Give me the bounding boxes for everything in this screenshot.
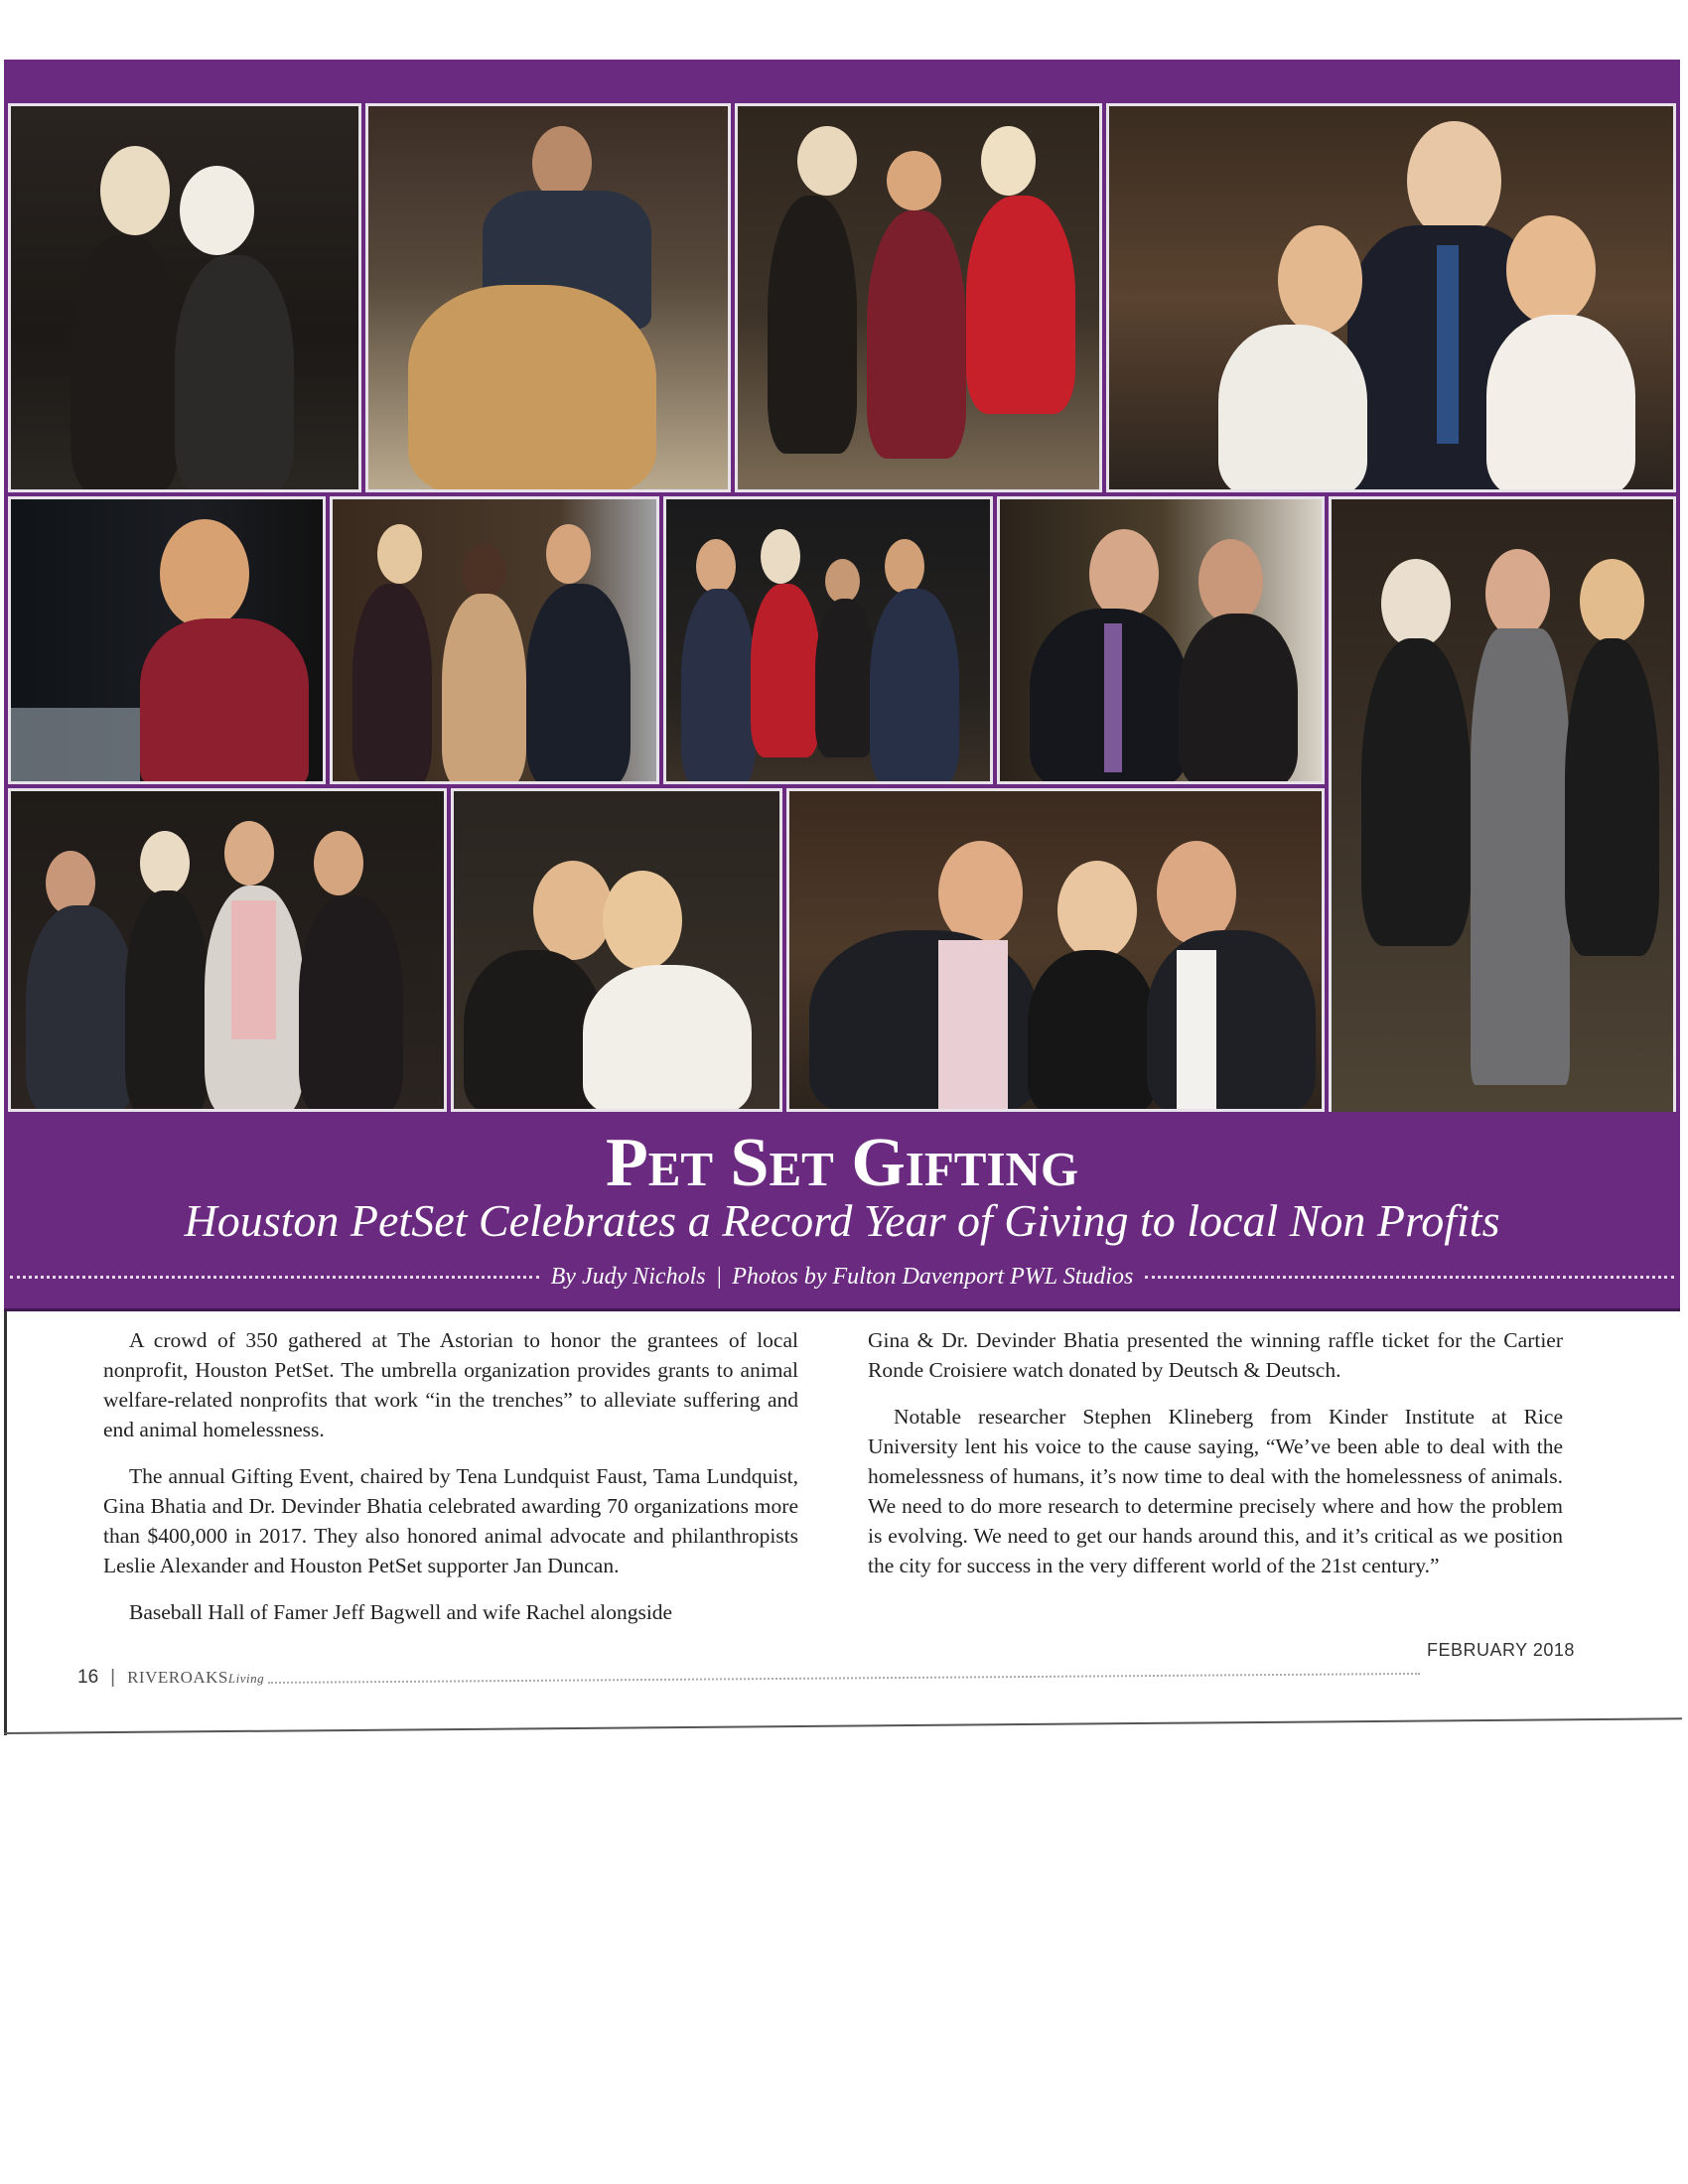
paragraph: A crowd of 350 gathered at The Astorian to honor the grantees of local nonprofit, Houston PetSet. The umbrella organization provides grants to animal welfare-related nonprofits that work “in the trenches” to alleviate suffering and end animal homelessness. <box>103 1328 798 1441</box>
photo-two-men-woman <box>786 788 1325 1112</box>
footer-folio <box>77 1667 264 1689</box>
article-subtitle: Houston PetSet Celebrates a Record Year of Giving to local Non Profits <box>184 1195 1500 1246</box>
photo-two-couples <box>663 496 993 784</box>
title-banner <box>4 1112 1680 1311</box>
article-title: Pet Set Gifting <box>605 1125 1079 1201</box>
article-column-2 <box>868 1325 1563 1597</box>
paragraph: Gina & Dr. Devinder Bhatia presented the winning raffle ticket for the Cartier Ronde Croisiere watch donated by Deutsch & Deutsch. <box>868 1328 1563 1382</box>
dotted-rule-right <box>1145 1276 1674 1279</box>
photo-grid <box>4 99 1680 1112</box>
byline <box>539 1264 1146 1291</box>
byline-photographer: Photos by Fulton Davenport PWL Studios <box>732 1263 1134 1290</box>
photo-four-people <box>8 788 447 1112</box>
byline-author: By Judy Nichols <box>550 1263 706 1290</box>
top-purple-band <box>4 60 1680 99</box>
article-column-1 <box>103 1325 798 1644</box>
photo-man-blue-tie-two-women <box>1106 103 1676 492</box>
brand-script: Living <box>227 1671 265 1686</box>
page-number: 16 <box>77 1667 99 1688</box>
photo-three-tall <box>1329 496 1676 1132</box>
photo-woman-speaker-podium <box>8 496 326 784</box>
photo-sheriff-golden-retriever <box>365 103 731 492</box>
photo-two-women-blonde-leather <box>8 103 361 492</box>
byline-separator: | <box>715 1263 723 1290</box>
photo-two-blonde-women <box>451 788 782 1112</box>
photo-three-women-red <box>735 103 1102 492</box>
photo-man-woman-scarf <box>997 496 1325 784</box>
brand-main: RIVEROAKS <box>127 1668 228 1687</box>
paragraph: Baseball Hall of Famer Jeff Bagwell and wife Rachel alongside <box>129 1600 673 1624</box>
dotted-rule-left <box>10 1276 539 1279</box>
issue-date: FEBRUARY 2018 <box>1427 1640 1575 1660</box>
folio-separator: | <box>110 1667 116 1688</box>
magazine-logo <box>127 1668 264 1688</box>
paragraph: Notable researcher Stephen Klineberg from Kinder Institute at Rice University lent his voice to the cause saying, “We’ve been able to deal with the homelessness of humans, it’s now time to deal with the homelessness of animals. We need to do more research to determine precisely where and how the problem is evolving. We need to get our hands around this, and it’s critical as we position the city for success in the very different world of the 21st century.” <box>868 1405 1563 1577</box>
byline-row <box>10 1259 1674 1295</box>
paragraph: The annual Gifting Event, chaired by Tena Lundquist Faust, Tama Lundquist, Gina Bhatia and Dr. Devinder Bhatia celebrated awarding 70 organizations more than $400,000 in 2017. They also honored animal advocate and philanthropists Leslie Alexander and Houston PetSet supporter Jan Duncan. <box>103 1464 798 1577</box>
photo-two-women-man <box>330 496 659 784</box>
